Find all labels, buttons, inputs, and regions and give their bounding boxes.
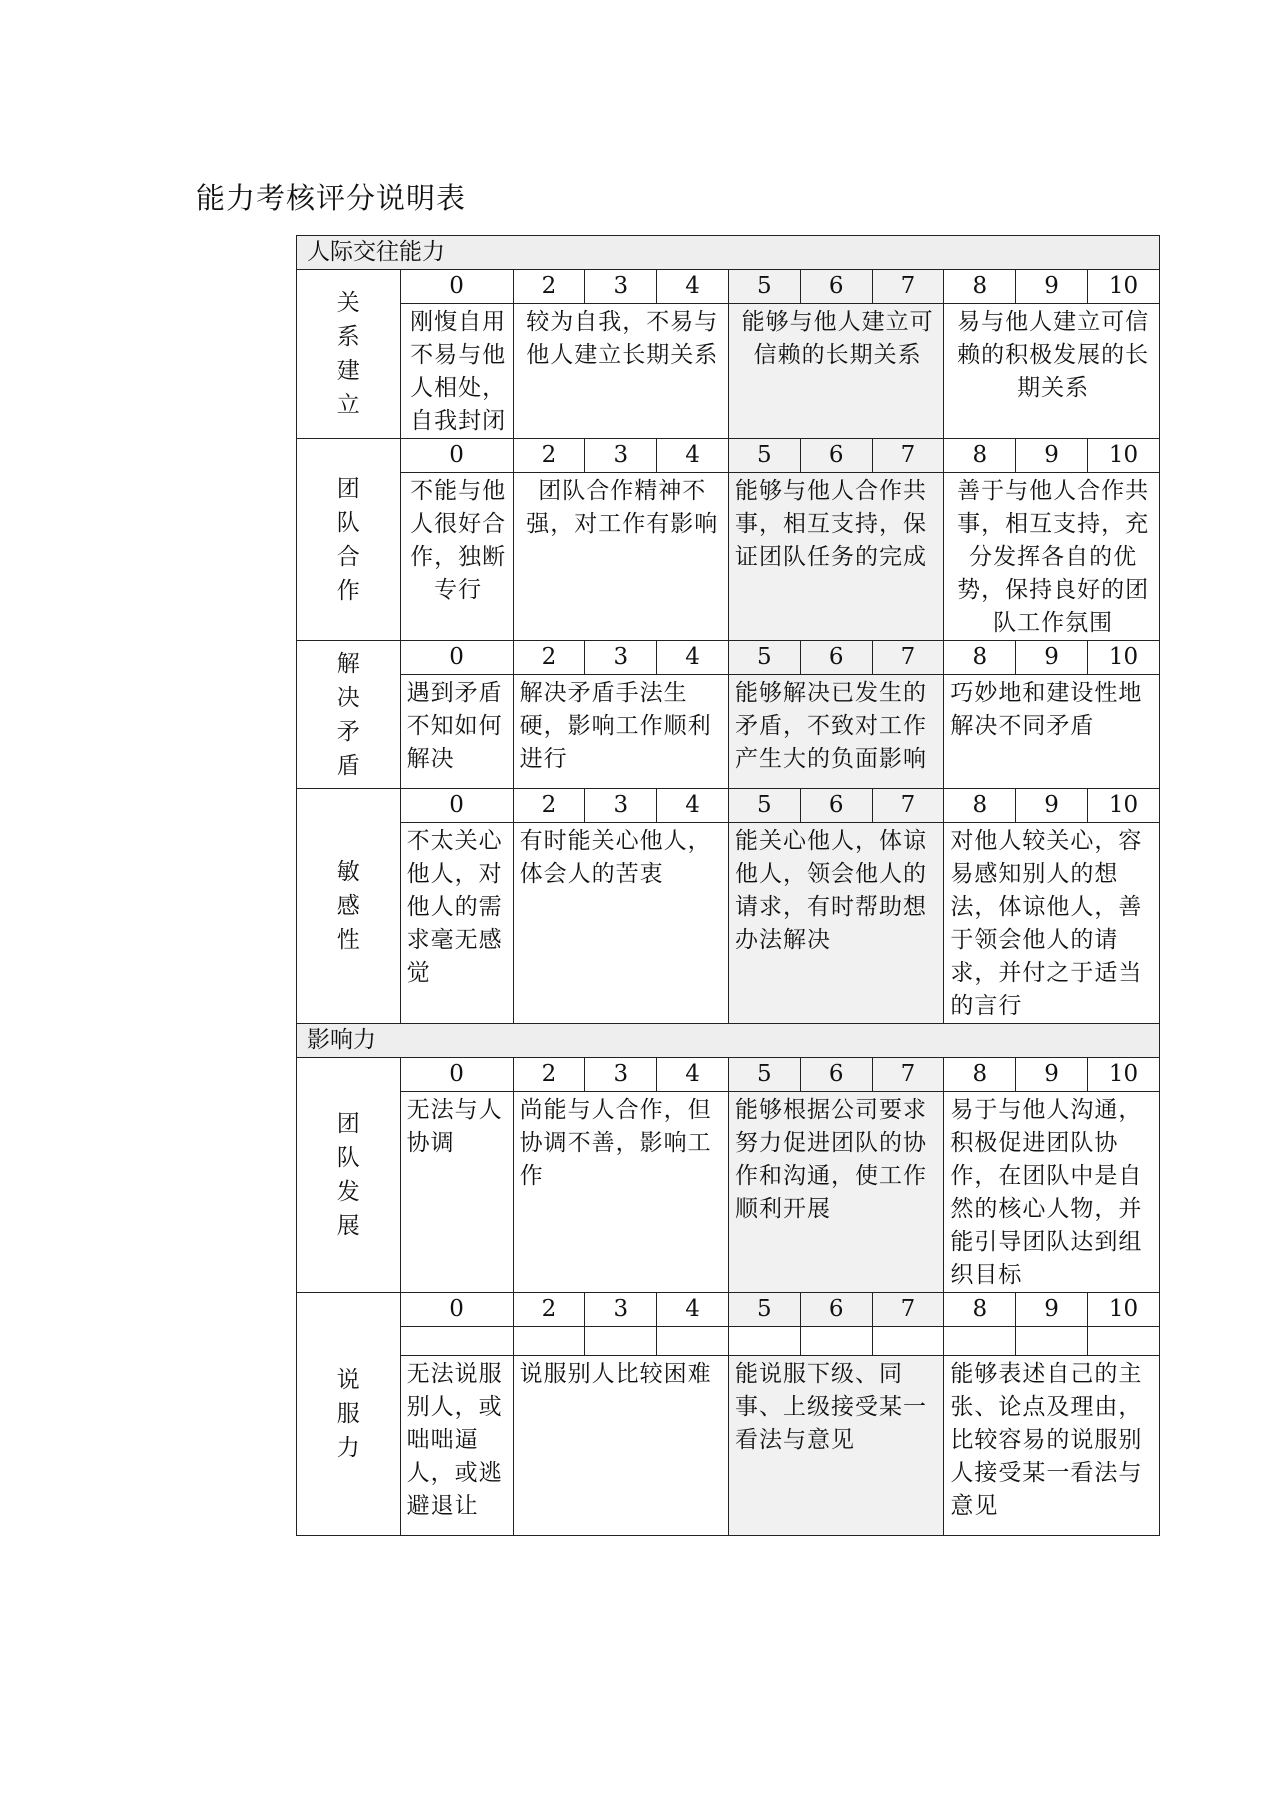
score-header-cell: 8: [944, 270, 1016, 304]
page-title: 能力考核评分说明表: [196, 181, 467, 215]
blank-cell: [513, 1327, 585, 1356]
score-header-cell: 9: [1016, 1293, 1088, 1327]
score-header-cell: 7: [872, 641, 944, 675]
score-header-cell: 8: [944, 641, 1016, 675]
description-row: [297, 1356, 1160, 1536]
score-header-cell: 5: [728, 641, 800, 675]
score-header-cell: 7: [872, 270, 944, 304]
level-description: 有时能关心他人，体会人的苦衷: [513, 823, 728, 1024]
level-description: 较为自我，不易与他人建立长期关系: [513, 304, 728, 439]
score-header-cell: 10: [1087, 641, 1159, 675]
score-header-cell: 3: [585, 1293, 657, 1327]
score-header-cell: 2: [513, 1058, 585, 1092]
level-description: 解决矛盾手法生硬，影响工作顺利进行: [513, 675, 728, 789]
score-header-cell: 0: [400, 439, 513, 473]
score-header-cell: 10: [1087, 439, 1159, 473]
description-row: [297, 304, 1160, 439]
score-header-cell: 6: [800, 439, 872, 473]
section-row: [297, 1024, 1160, 1058]
score-header-cell: 4: [657, 1293, 729, 1327]
score-header-row: [297, 1293, 1160, 1327]
level-description: 能够解决已发生的矛盾，不致对工作产生大的负面影响: [728, 675, 943, 789]
description-row: [297, 675, 1160, 789]
score-header-cell: 10: [1087, 1293, 1159, 1327]
score-header-cell: 4: [657, 270, 729, 304]
criterion-label: 团队发展: [297, 1058, 401, 1293]
description-row: [297, 473, 1160, 641]
score-header-cell: 0: [400, 789, 513, 823]
level-description: 能说服下级、同事、上级接受某一看法与意见: [728, 1356, 943, 1536]
criterion-label: 关系建立: [297, 270, 401, 439]
score-header-cell: 10: [1087, 789, 1159, 823]
score-header-cell: 7: [872, 1058, 944, 1092]
score-header-cell: 5: [728, 1058, 800, 1092]
score-header-cell: 0: [400, 1293, 513, 1327]
blank-cell: [872, 1327, 944, 1356]
score-header-cell: 6: [800, 270, 872, 304]
score-header-cell: 9: [1016, 270, 1088, 304]
level-description: 不能与他人很好合作，独断专行: [400, 473, 513, 641]
score-header-cell: 7: [872, 439, 944, 473]
score-header-cell: 5: [728, 270, 800, 304]
score-header-cell: 10: [1087, 1058, 1159, 1092]
level-description: 无法与人协调: [400, 1092, 513, 1293]
criterion-label: 解决矛盾: [297, 641, 401, 789]
score-header-cell: 4: [657, 439, 729, 473]
level-description: 能够表述自己的主张、论点及理由，比较容易的说服别人接受某一看法与意见: [944, 1356, 1160, 1536]
score-header-cell: 3: [585, 1058, 657, 1092]
level-description: 团队合作精神不强，对工作有影响: [513, 473, 728, 641]
level-description: 能够与他人合作共事，相互支持，保证团队任务的完成: [728, 473, 943, 641]
description-row: [297, 1092, 1160, 1293]
score-header-cell: 4: [657, 789, 729, 823]
level-description: 能够与他人建立可信赖的长期关系: [728, 304, 943, 439]
level-description: 刚愎自用不易与他人相处，自我封闭: [400, 304, 513, 439]
level-description: 善于与他人合作共事，相互支持，充分发挥各自的优势，保持良好的团队工作氛围: [944, 473, 1160, 641]
level-description: 能关心他人，体谅他人，领会他人的请求，有时帮助想办法解决: [728, 823, 943, 1024]
score-header-cell: 4: [657, 1058, 729, 1092]
score-header-cell: 8: [944, 1293, 1016, 1327]
score-header-cell: 0: [400, 1058, 513, 1092]
section-title: 人际交往能力: [297, 236, 1160, 270]
score-header-cell: 9: [1016, 789, 1088, 823]
score-header-cell: 9: [1016, 1058, 1088, 1092]
score-header-cell: 6: [800, 1058, 872, 1092]
score-header-row: [297, 789, 1160, 823]
score-header-cell: 9: [1016, 641, 1088, 675]
score-header-cell: 0: [400, 270, 513, 304]
blank-cell: [585, 1327, 657, 1356]
score-header-cell: 3: [585, 789, 657, 823]
level-description: 能够根据公司要求努力促进团队的协作和沟通，使工作顺利开展: [728, 1092, 943, 1293]
blank-cell: [1087, 1327, 1159, 1356]
score-header-cell: 3: [585, 439, 657, 473]
section-title: 影响力: [297, 1024, 1160, 1058]
score-header-cell: 2: [513, 1293, 585, 1327]
criterion-label: 团队合作: [297, 439, 401, 641]
score-header-cell: 9: [1016, 439, 1088, 473]
score-header-cell: 8: [944, 789, 1016, 823]
ability-scoring-table: [296, 235, 1160, 1536]
blank-cell: [1016, 1327, 1088, 1356]
score-header-row: [297, 439, 1160, 473]
blank-cell: [944, 1327, 1016, 1356]
blank-cell: [800, 1327, 872, 1356]
score-header-cell: 2: [513, 641, 585, 675]
score-header-cell: 3: [585, 641, 657, 675]
level-description: 尚能与人合作，但协调不善，影响工作: [513, 1092, 728, 1293]
score-header-row: [297, 641, 1160, 675]
section-row: [297, 236, 1160, 270]
score-header-cell: 6: [800, 789, 872, 823]
level-description: 不太关心他人，对他人的需求毫无感觉: [400, 823, 513, 1024]
level-description: 遇到矛盾不知如何解决: [400, 675, 513, 789]
level-description: 对他人较关心，容易感知别人的想法，体谅他人，善于领会他人的请求，并付之于适当的言行: [944, 823, 1160, 1024]
score-header-cell: 6: [800, 641, 872, 675]
score-header-row: [297, 270, 1160, 304]
level-description: 巧妙地和建设性地解决不同矛盾: [944, 675, 1160, 789]
score-header-cell: 2: [513, 439, 585, 473]
score-header-row: [297, 1058, 1160, 1092]
score-header-cell: 7: [872, 1293, 944, 1327]
score-header-cell: 10: [1087, 270, 1159, 304]
level-description: 无法说服别人，或咄咄逼人，或逃避退让: [400, 1356, 513, 1536]
score-header-cell: 3: [585, 270, 657, 304]
blank-cell: [728, 1327, 800, 1356]
score-header-cell: 8: [944, 1058, 1016, 1092]
criterion-label: 敏感性: [297, 789, 401, 1024]
score-header-cell: 2: [513, 789, 585, 823]
score-header-cell: 4: [657, 641, 729, 675]
blank-row: [297, 1327, 1160, 1356]
score-header-cell: 8: [944, 439, 1016, 473]
level-description: 易与他人建立可信赖的积极发展的长期关系: [944, 304, 1160, 439]
score-header-cell: 6: [800, 1293, 872, 1327]
score-header-cell: 7: [872, 789, 944, 823]
score-header-cell: 5: [728, 1293, 800, 1327]
blank-cell: [657, 1327, 729, 1356]
score-header-cell: 2: [513, 270, 585, 304]
level-description: 易于与他人沟通，积极促进团队协作，在团队中是自然的核心人物，并能引导团队达到组织目标: [944, 1092, 1160, 1293]
description-row: [297, 823, 1160, 1024]
score-header-cell: 5: [728, 789, 800, 823]
score-header-cell: 5: [728, 439, 800, 473]
level-description: 说服别人比较困难: [513, 1356, 728, 1536]
blank-cell: [400, 1327, 513, 1356]
score-header-cell: 0: [400, 641, 513, 675]
criterion-label: 说服力: [297, 1293, 401, 1536]
